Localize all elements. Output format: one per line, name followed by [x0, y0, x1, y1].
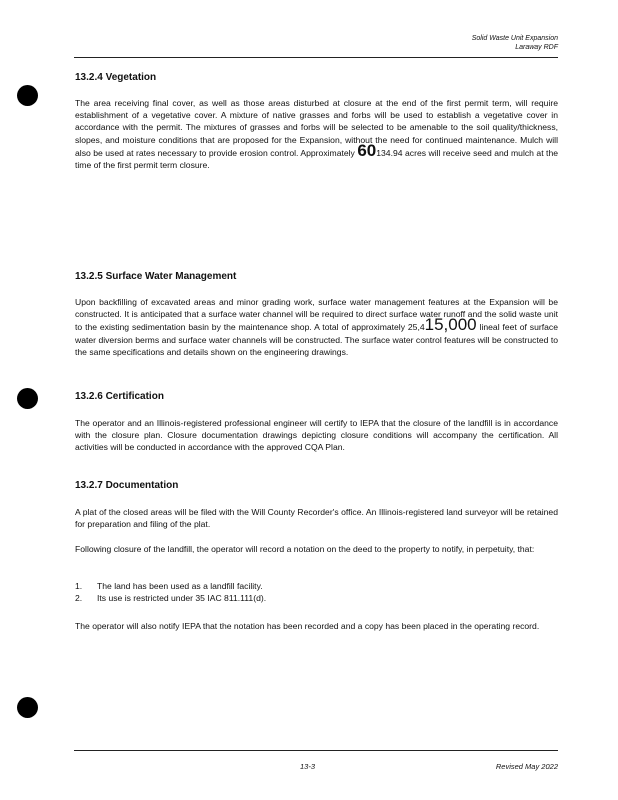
- revision-date: Revised May 2022: [495, 762, 558, 771]
- list-item-text: The land has been used as a landfill facility.: [97, 581, 263, 591]
- documentation-paragraph-3: The operator will also notify IEPA that the notation has been recorded and a copy has been placed in the operating record.: [75, 621, 540, 631]
- punch-hole-top: [17, 85, 38, 106]
- footer-rule: [74, 750, 558, 751]
- surface-water-struck-feet: 25,4: [407, 322, 425, 333]
- header-rule: [74, 57, 558, 58]
- vegetation-struck-acres: 134.94: [376, 147, 403, 158]
- surface-water-text-2: lineal feet of surface water diversion berms and surface water channels will be constructed. The surface water control features will be constructed to the same specifications and details shown on the engineering drawings.: [75, 322, 558, 357]
- section-heading-vegetation: 13.2.4 Vegetation: [75, 72, 157, 83]
- surface-water-text-1: Upon backfilling of excavated areas and minor grading work, surface water management features at the Expansion will be constructed. It is anticipated that a surface water channel will be required to direct surface water runoff and the solid waste unit to the existing sedimentation basin by the maintenance shop. A total of approximately: [75, 297, 558, 333]
- vegetation-text-1: The area receiving final cover, as well as those areas disturbed at closure at the end of the first permit term, will require establishment of a vegetative cover. A mixture of native grasses and forbs will be used to establish a vegetative cover in accordance with the permit. The mixtures of grasses and forbs will be selected to be amenable to the soil quality/thickness, slopes, and moisture conditions that are proposed for the Expansion, without the need for continued maintenance. Mulch will also be used at rates necessary to provide erosion control. Approximately: [75, 98, 558, 158]
- punch-hole-middle: [17, 388, 38, 409]
- surface-water-handwritten-feet: 15,000: [424, 315, 477, 335]
- punch-hole-bottom: [17, 697, 38, 718]
- section-heading-documentation: 13.2.7 Documentation: [75, 480, 179, 491]
- list-item-number: 1.: [75, 581, 83, 591]
- list-item-number: 2.: [75, 593, 83, 604]
- vegetation-text-2: acres will receive seed and mulch at the time of the first permit term closure.: [75, 147, 559, 171]
- deed-notation-list: [75, 580, 558, 604]
- header-site: Laraway RDF: [515, 44, 558, 51]
- page-number: 13-3: [300, 762, 316, 771]
- list-item: [75, 592, 558, 604]
- documentation-paragraph-1: A plat of the closed areas will be filed with the Will County Recorder's office. An Illinois-registered land surveyor will be retained for preparation and filing of the plat.: [75, 507, 558, 530]
- surface-water-paragraph: [75, 296, 558, 358]
- vegetation-paragraph: [75, 97, 558, 171]
- list-item: [75, 580, 558, 592]
- header-project: Solid Waste Unit Expansion: [471, 35, 558, 42]
- running-header: [472, 34, 558, 52]
- section-heading-surface-water: 13.2.5 Surface Water Management: [75, 271, 237, 282]
- list-item-text: Its use is restricted under 35 IAC 811.111(d).: [97, 593, 267, 604]
- vegetation-handwritten-acres: 60: [357, 140, 377, 160]
- certification-paragraph: The operator and an Illinois-registered professional engineer will certify to IEPA that the closure of the landfill is in accordance with the closure plan. Closure documentation drawings depicting closure conditions will accompany the certification. All activities will be conducted in accordance with the approved CQA Plan.: [75, 418, 558, 453]
- section-heading-certification: 13.2.6 Certification: [75, 391, 164, 402]
- documentation-paragraph-2: Following closure of the landfill, the operator will record a notation on the deed to the property to notify, in perpetuity, that:: [75, 544, 535, 554]
